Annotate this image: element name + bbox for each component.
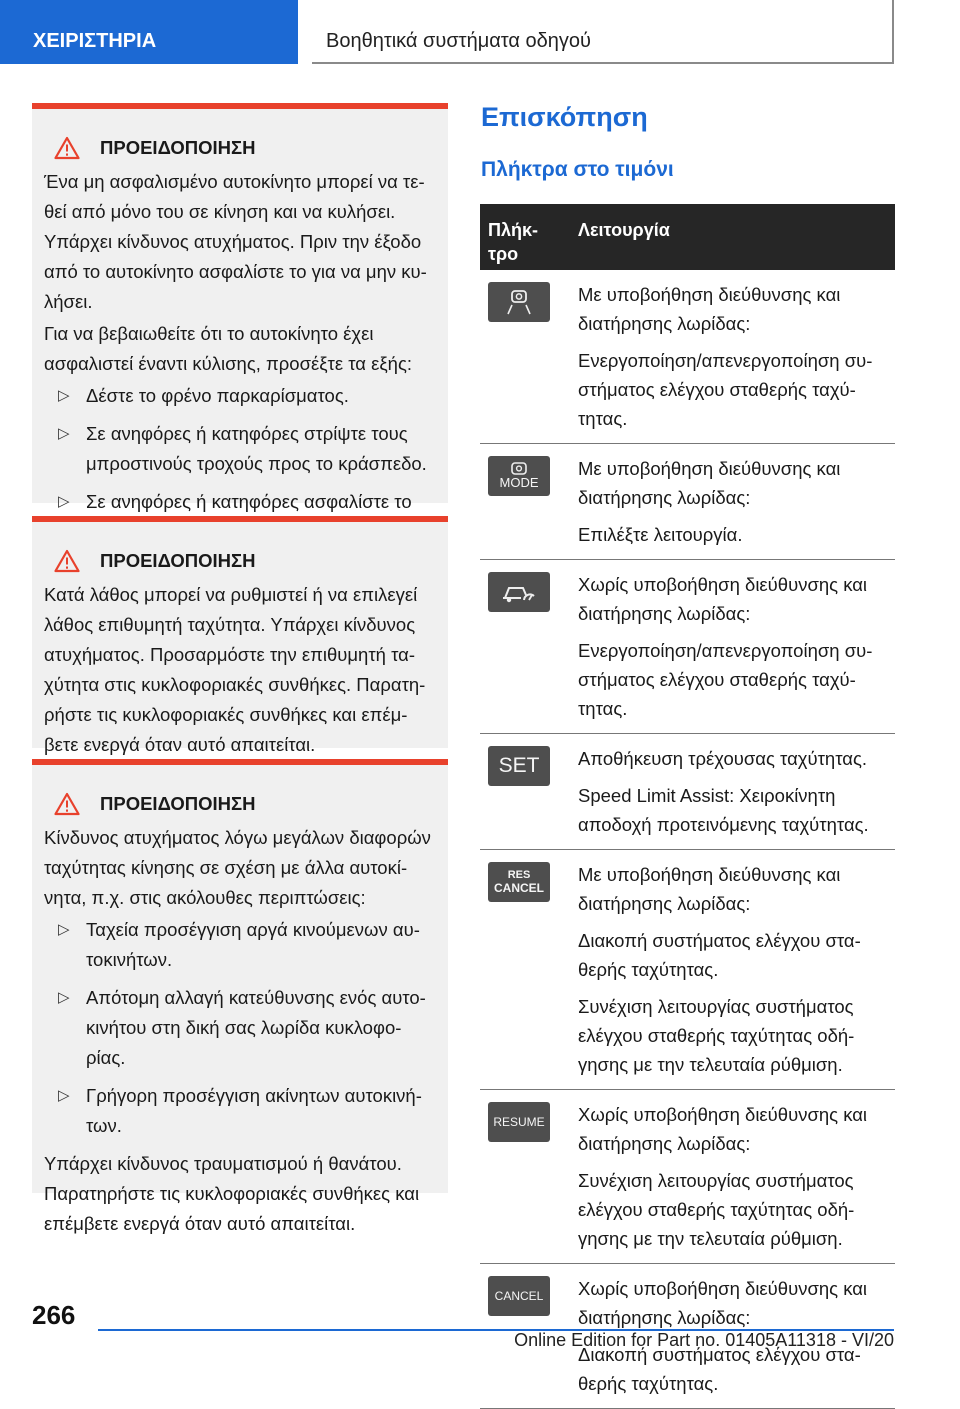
footer-edition: Online Edition for Part no. 01405A11318 - VI/20	[514, 1330, 894, 1350]
bullet-triangle-icon: ▷	[58, 425, 70, 442]
warning-bullets	[44, 915, 436, 1141]
bullet-triangle-icon: ▷	[58, 493, 70, 510]
table-row	[480, 850, 895, 1090]
table-row	[480, 1090, 895, 1264]
bullet-triangle-icon: ▷	[58, 1087, 70, 1104]
section-subtitle: Πλήκτρα στο τιμόνι	[481, 158, 674, 181]
warning-text: Ένα μη ασφαλισμένο αυτοκίνητο μπορεί να τε-θεί από μόνο του σε κίνηση και να κυλήσει. Υπάρχει κίνδυνος ατυχήματος. Πριν την έξοδο από το αυτοκίνητο ασφαλίστε το για να μην κυ-λήσει.	[44, 171, 427, 312]
list-item: ▷ Απότομη αλλαγή κατεύθυνσης ενός αυτο-κινήτου στη δική σας λωρίδα κυκλοφο-ρίας.	[44, 983, 436, 1073]
warning-box-parking	[32, 103, 448, 512]
list-item: ▷ Δέστε το φρένο παρκαρίσματος.	[44, 381, 436, 411]
bullet-triangle-icon: ▷	[58, 387, 70, 404]
bullet-triangle-icon: ▷	[58, 921, 70, 938]
warning-title: ΠΡΟΕΙΔΟΠΟΙΗΣΗ	[44, 546, 436, 576]
warning-triangle-icon	[54, 136, 80, 160]
function-text: Χωρίς υποβοήθηση διεύθυνσης και διατήρησης λωρίδας:	[578, 1104, 868, 1154]
mode-icon	[488, 456, 550, 496]
warning-triangle-icon	[54, 792, 80, 816]
section-title: Επισκόπηση	[481, 102, 648, 132]
column-header-function: Λειτουργία	[578, 220, 670, 240]
warning-text: Υπάρχει κίνδυνος τραυματισμού ή θανάτου. Παρατηρήστε τις κυκλοφοριακές συνθήκες και επέμβετε ενεργά όταν αυτό απαιτείται.	[44, 1153, 420, 1234]
table-row	[480, 734, 895, 850]
table-row	[480, 270, 895, 444]
function-text: Συνέχιση λειτουργίας συστήματος ελέγχου σταθερής ταχύτητας οδή-γησης με την τελευταία ρύθμιση.	[578, 996, 855, 1075]
warning-box-speed-difference	[32, 759, 448, 1234]
page-number: 266	[32, 1300, 76, 1330]
mode-label: MODE	[499, 475, 539, 490]
function-text: Με υποβοήθηση διεύθυνσης και διατήρησης λωρίδας:	[578, 864, 841, 914]
cancel-icon: CANCEL	[488, 1276, 550, 1316]
list-item: ▷ Σε ανηφόρες ή κατηφόρες ασφαλίστε το	[44, 487, 436, 547]
header-section-tab	[0, 0, 298, 64]
table-header	[480, 204, 895, 270]
list-item: ▷ Ταχεία προσέγγιση αργά κινούμενων αυ-τοκινήτων.	[44, 915, 436, 975]
function-text: Speed Limit Assist: Χειροκίνητη αποδοχή προτεινόμενης ταχύτητας.	[578, 785, 869, 835]
header-chapter-tab	[312, 0, 894, 64]
steering-buttons-table	[480, 204, 895, 1409]
function-text: Διακοπή συστήματος ελέγχου στα-θερής ταχύτητας.	[578, 930, 861, 980]
list-item: ▷ Σε ανηφόρες ή κατηφόρες στρίψτε τους μπροστινούς τροχούς προς το κράσπεδο.	[44, 419, 436, 479]
warning-text: Για να βεβαιωθείτε ότι το αυτοκίνητο έχει ασφαλιστεί έναντι κύλισης, προσέξτε τα εξής:	[44, 323, 412, 374]
res-cancel-icon: RES CANCEL	[488, 862, 550, 902]
function-text: Ενεργοποίηση/απενεργοποίηση συ-στήματος ελέγχου σταθερής ταχύ-τητας.	[578, 640, 873, 719]
function-text: Επιλέξτε λειτουργία.	[578, 524, 743, 545]
warning-title: ΠΡΟΕΙΔΟΠΟΙΗΣΗ	[44, 789, 436, 819]
warning-text: Κίνδυνος ατυχήματος λόγω μεγάλων διαφορών ταχύτητας κίνησης σε σχέση με άλλα αυτοκί-νητα, π.χ. στις ακόλουθες περιπτώσεις:	[44, 827, 431, 908]
table-row	[480, 444, 895, 560]
lane-assist-icon	[488, 282, 550, 322]
function-text: Συνέχιση λειτουργίας συστήματος ελέγχου σταθερής ταχύτητας οδή-γησης με την τελευταία ρύθμιση.	[578, 1170, 855, 1249]
function-text: Με υποβοήθηση διεύθυνσης και διατήρησης λωρίδας:	[578, 458, 841, 508]
list-item: ▷ Γρήγορη προσέγγιση ακίνητων αυτοκινή-των.	[44, 1081, 436, 1141]
function-text: Ενεργοποίηση/απενεργοποίηση συ-στήματος ελέγχου σταθερής ταχύ-τητας.	[578, 350, 873, 429]
cruise-control-icon	[488, 572, 550, 612]
function-text: Χωρίς υποβοήθηση διεύθυνσης και διατήρησης λωρίδας:	[578, 1278, 868, 1328]
set-icon: SET	[488, 746, 550, 786]
function-text: Διακοπή συστήματος ελέγχου στα-θερής ταχύτητας.	[578, 1344, 861, 1394]
function-text: Αποθήκευση τρέχουσας ταχύτητας.	[578, 748, 867, 769]
header-section-label: ΧΕΙΡΙΣΤΗΡΙΑ	[33, 30, 157, 52]
resume-icon: RESUME	[488, 1102, 550, 1142]
header-chapter-label: Βοηθητικά συστήματα οδηγού	[326, 30, 591, 52]
warning-title: ΠΡΟΕΙΔΟΠΟΙΗΣΗ	[44, 133, 436, 163]
table-row	[480, 560, 895, 734]
bullet-triangle-icon: ▷	[58, 989, 70, 1006]
column-header-button: Πλήκ-τρο	[488, 220, 539, 264]
warning-text: Κατά λάθος μπορεί να ρυθμιστεί ή να επιλεγεί λάθος επιθυμητή ταχύτητα. Υπάρχει κίνδυνος ατυχήματος. Προσαρμόστε την επιθυμητή τα-χύτητα στις κυκλοφοριακές συνθήκες. Παρατη-ρήστε τις κυκλοφοριακές συνθήκες και επέμ-βετε ενεργά όταν αυτό απαιτείται.	[44, 584, 426, 755]
warning-triangle-icon	[54, 549, 80, 573]
function-text: Χωρίς υποβοήθηση διεύθυνσης και διατήρησης λωρίδας:	[578, 574, 868, 624]
warning-box-speed	[32, 516, 448, 755]
function-text: Με υποβοήθηση διεύθυνσης και διατήρησης λωρίδας:	[578, 284, 841, 334]
